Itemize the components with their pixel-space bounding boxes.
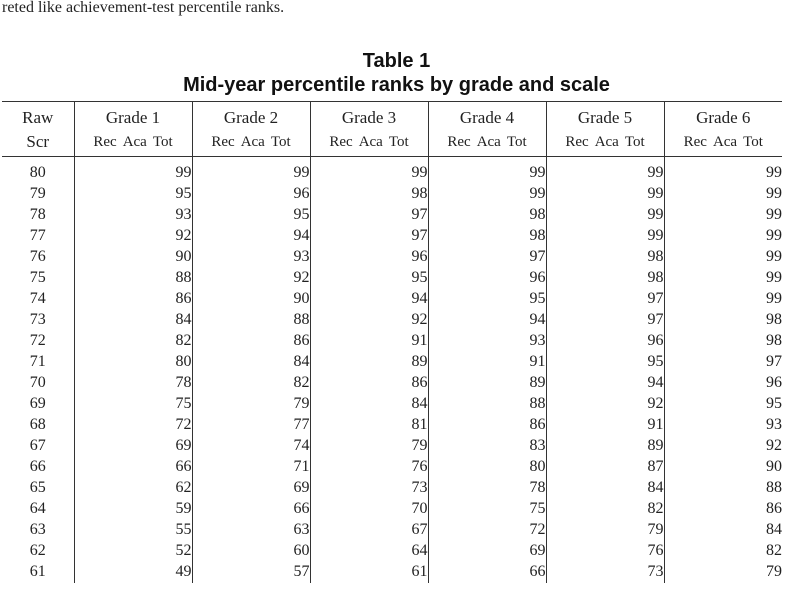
total-percentile-cell: 62 xyxy=(74,478,192,499)
total-percentile-cell: 57 xyxy=(192,562,310,583)
raw-score-cell: 68 xyxy=(2,415,74,436)
total-percentile-cell: 99 xyxy=(192,157,310,184)
total-percentile-cell: 78 xyxy=(428,478,546,499)
total-percentile-cell: 93 xyxy=(766,416,782,433)
total-percentile-cell: 79 xyxy=(192,394,310,415)
total-percentile-cell: 76 xyxy=(310,457,428,478)
total-percentile-cell: 79 xyxy=(310,436,428,457)
raw-header-line2: Scr xyxy=(2,128,74,157)
total-percentile-cell: 92 xyxy=(546,394,664,415)
raw-score-cell: 62 xyxy=(2,541,74,562)
total-percentile-cell: 99 xyxy=(546,226,664,247)
table-row xyxy=(2,541,782,562)
table-row xyxy=(2,184,782,205)
total-percentile-cell: 74 xyxy=(192,436,310,457)
total-percentile-cell: 97 xyxy=(428,247,546,268)
raw-score-cell: 72 xyxy=(2,331,74,352)
grade-header-3: Grade 3 xyxy=(310,102,428,129)
total-percentile-cell: 96 xyxy=(546,331,664,352)
total-percentile-cell: 82 xyxy=(74,331,192,352)
total-percentile-cell: 89 xyxy=(428,373,546,394)
subheader-grade-4 xyxy=(428,128,546,157)
subheader-tot: Tot xyxy=(152,133,173,150)
total-percentile-cell: 95 xyxy=(310,268,428,289)
table-row xyxy=(2,289,782,310)
total-percentile-cell: 63 xyxy=(192,520,310,541)
total-percentile-cell: 96 xyxy=(192,184,310,205)
table-row xyxy=(2,268,782,289)
subheader-tot: Tot xyxy=(388,133,409,150)
subheader-rec: Rec xyxy=(211,133,235,150)
total-percentile-cell: 84 xyxy=(310,394,428,415)
raw-score-cell: 64 xyxy=(2,499,74,520)
table-body xyxy=(2,157,782,583)
total-percentile-cell: 99 xyxy=(546,157,664,184)
total-percentile-cell: 99 xyxy=(428,184,546,205)
raw-score-cell: 80 xyxy=(2,157,74,184)
raw-score-cell: 73 xyxy=(2,310,74,331)
total-percentile-cell: 99 xyxy=(428,157,546,184)
total-percentile-cell: 99 xyxy=(766,206,782,223)
total-percentile-cell: 98 xyxy=(310,184,428,205)
total-percentile-cell: 94 xyxy=(546,373,664,394)
subheader-rec: Rec xyxy=(93,133,117,150)
total-percentile-cell: 88 xyxy=(428,394,546,415)
total-percentile-cell: 93 xyxy=(74,205,192,226)
table-row xyxy=(2,562,782,583)
total-percentile-cell: 98 xyxy=(428,205,546,226)
total-percentile-cell: 80 xyxy=(74,352,192,373)
total-percentile-cell: 99 xyxy=(74,157,192,184)
total-percentile-cell: 71 xyxy=(192,457,310,478)
raw-score-cell: 71 xyxy=(2,352,74,373)
subheader-rec: Rec xyxy=(447,133,471,150)
subheader-rec: Rec xyxy=(329,133,353,150)
total-percentile-cell: 86 xyxy=(766,500,782,517)
total-percentile-cell: 94 xyxy=(428,310,546,331)
total-percentile-cell: 86 xyxy=(310,373,428,394)
total-percentile-cell: 90 xyxy=(766,458,782,475)
table-row xyxy=(2,310,782,331)
raw-score-cell: 61 xyxy=(2,562,74,583)
total-percentile-cell: 97 xyxy=(310,205,428,226)
intro-text: reted like achievement-test percentile ranks. xyxy=(2,0,285,16)
total-percentile-cell: 60 xyxy=(192,541,310,562)
subheader-tot: Tot xyxy=(270,133,291,150)
total-percentile-cell: 98 xyxy=(546,268,664,289)
total-percentile-cell: 88 xyxy=(766,479,782,496)
total-percentile-cell: 97 xyxy=(310,226,428,247)
total-percentile-cell: 99 xyxy=(766,248,782,265)
total-percentile-cell: 88 xyxy=(192,310,310,331)
total-percentile-cell: 84 xyxy=(74,310,192,331)
total-percentile-cell: 98 xyxy=(766,332,782,349)
total-percentile-cell: 98 xyxy=(766,311,782,328)
grade-header-5: Grade 5 xyxy=(546,102,664,129)
total-percentile-cell: 67 xyxy=(310,520,428,541)
subheader-rec: Rec xyxy=(565,133,589,150)
total-percentile-cell: 72 xyxy=(428,520,546,541)
total-percentile-cell: 93 xyxy=(192,247,310,268)
total-percentile-cell: 80 xyxy=(428,457,546,478)
table-row xyxy=(2,478,782,499)
subheader-tot: Tot xyxy=(506,133,527,150)
subheader-aca: Aca xyxy=(476,133,501,150)
table-row xyxy=(2,352,782,373)
total-percentile-cell: 98 xyxy=(546,247,664,268)
total-percentile-cell: 96 xyxy=(428,268,546,289)
subheader-grade-2 xyxy=(192,128,310,157)
subheader-aca: Aca xyxy=(240,133,265,150)
raw-score-cell: 74 xyxy=(2,289,74,310)
total-percentile-cell: 73 xyxy=(546,562,664,583)
total-percentile-cell: 99 xyxy=(766,290,782,307)
total-percentile-cell: 89 xyxy=(310,352,428,373)
subheader-grade-6 xyxy=(664,128,782,157)
raw-score-cell: 69 xyxy=(2,394,74,415)
total-percentile-cell: 82 xyxy=(546,499,664,520)
total-percentile-cell: 95 xyxy=(428,289,546,310)
total-percentile-cell: 90 xyxy=(74,247,192,268)
raw-score-cell: 67 xyxy=(2,436,74,457)
total-percentile-cell: 89 xyxy=(546,436,664,457)
total-percentile-cell: 49 xyxy=(74,562,192,583)
total-percentile-cell: 92 xyxy=(310,310,428,331)
table-row xyxy=(2,247,782,268)
total-percentile-cell: 99 xyxy=(546,205,664,226)
total-percentile-cell: 69 xyxy=(428,541,546,562)
total-percentile-cell: 66 xyxy=(74,457,192,478)
total-percentile-cell: 92 xyxy=(766,437,782,454)
table-row xyxy=(2,205,782,226)
total-percentile-cell: 99 xyxy=(766,269,782,286)
table-row xyxy=(2,373,782,394)
grade-header-4: Grade 4 xyxy=(428,102,546,129)
total-percentile-cell: 76 xyxy=(546,541,664,562)
subheader-aca: Aca xyxy=(358,133,383,150)
total-percentile-cell: 86 xyxy=(192,331,310,352)
total-percentile-cell: 91 xyxy=(428,352,546,373)
total-percentile-cell: 95 xyxy=(74,184,192,205)
total-percentile-cell: 94 xyxy=(192,226,310,247)
grade-header-6: Grade 6 xyxy=(664,102,782,129)
total-percentile-cell: 66 xyxy=(192,499,310,520)
total-percentile-cell: 70 xyxy=(310,499,428,520)
total-percentile-cell: 99 xyxy=(766,164,782,182)
total-percentile-cell: 69 xyxy=(192,478,310,499)
total-percentile-cell: 61 xyxy=(310,562,428,583)
total-percentile-cell: 92 xyxy=(192,268,310,289)
total-percentile-cell: 66 xyxy=(428,562,546,583)
raw-score-cell: 77 xyxy=(2,226,74,247)
raw-score-cell: 75 xyxy=(2,268,74,289)
total-percentile-cell: 82 xyxy=(192,373,310,394)
total-percentile-cell: 97 xyxy=(546,310,664,331)
total-percentile-cell: 64 xyxy=(310,541,428,562)
total-percentile-cell: 94 xyxy=(310,289,428,310)
total-percentile-cell: 90 xyxy=(192,289,310,310)
subheader-rec: Rec xyxy=(683,133,707,150)
total-percentile-cell: 99 xyxy=(310,157,428,184)
table-row xyxy=(2,520,782,541)
total-percentile-cell: 95 xyxy=(546,352,664,373)
total-percentile-cell: 55 xyxy=(74,520,192,541)
total-percentile-cell: 99 xyxy=(546,184,664,205)
table-row xyxy=(2,226,782,247)
total-percentile-cell: 98 xyxy=(428,226,546,247)
raw-score-cell: 66 xyxy=(2,457,74,478)
raw-score-cell: 70 xyxy=(2,373,74,394)
total-percentile-cell: 92 xyxy=(74,226,192,247)
raw-score-cell: 63 xyxy=(2,520,74,541)
total-percentile-cell: 95 xyxy=(766,395,782,412)
total-percentile-cell: 97 xyxy=(546,289,664,310)
raw-score-cell: 65 xyxy=(2,478,74,499)
raw-score-cell: 78 xyxy=(2,205,74,226)
table-row xyxy=(2,499,782,520)
total-percentile-cell: 81 xyxy=(310,415,428,436)
subheader-grade-3 xyxy=(310,128,428,157)
total-percentile-cell: 84 xyxy=(766,521,782,538)
raw-score-cell: 79 xyxy=(2,184,74,205)
total-percentile-cell: 95 xyxy=(192,205,310,226)
total-percentile-cell: 87 xyxy=(546,457,664,478)
percentile-table xyxy=(2,101,782,583)
total-percentile-cell: 97 xyxy=(766,353,782,370)
total-percentile-cell: 91 xyxy=(546,415,664,436)
total-percentile-cell: 99 xyxy=(766,227,782,244)
subheader-aca: Aca xyxy=(122,133,147,150)
subheader-aca: Aca xyxy=(594,133,619,150)
subheader-grade-5 xyxy=(546,128,664,157)
table-row xyxy=(2,436,782,457)
grade-header-2: Grade 2 xyxy=(192,102,310,129)
raw-score-cell: 76 xyxy=(2,247,74,268)
total-percentile-cell: 75 xyxy=(74,394,192,415)
total-percentile-cell: 82 xyxy=(766,542,782,559)
total-percentile-cell: 88 xyxy=(74,268,192,289)
total-percentile-cell: 78 xyxy=(74,373,192,394)
total-percentile-cell: 79 xyxy=(766,563,782,580)
subheader-aca: Aca xyxy=(712,133,738,150)
total-percentile-cell: 83 xyxy=(428,436,546,457)
total-percentile-cell: 79 xyxy=(546,520,664,541)
total-percentile-cell: 96 xyxy=(310,247,428,268)
total-percentile-cell: 59 xyxy=(74,499,192,520)
total-percentile-cell: 69 xyxy=(74,436,192,457)
total-percentile-cell: 75 xyxy=(428,499,546,520)
table-title: Mid-year percentile ranks by grade and scale xyxy=(183,74,610,96)
table-row xyxy=(2,331,782,352)
total-percentile-cell: 96 xyxy=(766,374,782,391)
total-percentile-cell: 99 xyxy=(766,185,782,202)
table-row xyxy=(2,394,782,415)
table-label: Table 1 xyxy=(362,50,431,72)
total-percentile-cell: 84 xyxy=(192,352,310,373)
subheader-grade-1 xyxy=(74,128,192,157)
raw-header-line1: Raw xyxy=(2,102,74,129)
total-percentile-cell: 86 xyxy=(428,415,546,436)
total-percentile-cell: 84 xyxy=(546,478,664,499)
total-percentile-cell: 77 xyxy=(192,415,310,436)
table-row xyxy=(2,157,782,184)
total-percentile-cell: 86 xyxy=(74,289,192,310)
total-percentile-cell: 73 xyxy=(310,478,428,499)
table-row xyxy=(2,415,782,436)
subheader-tot: Tot xyxy=(624,133,645,150)
subheader-tot: Tot xyxy=(743,133,763,150)
total-percentile-cell: 91 xyxy=(310,331,428,352)
total-percentile-cell: 93 xyxy=(428,331,546,352)
grade-header-1: Grade 1 xyxy=(74,102,192,129)
total-percentile-cell: 52 xyxy=(74,541,192,562)
total-percentile-cell: 72 xyxy=(74,415,192,436)
table-row xyxy=(2,457,782,478)
